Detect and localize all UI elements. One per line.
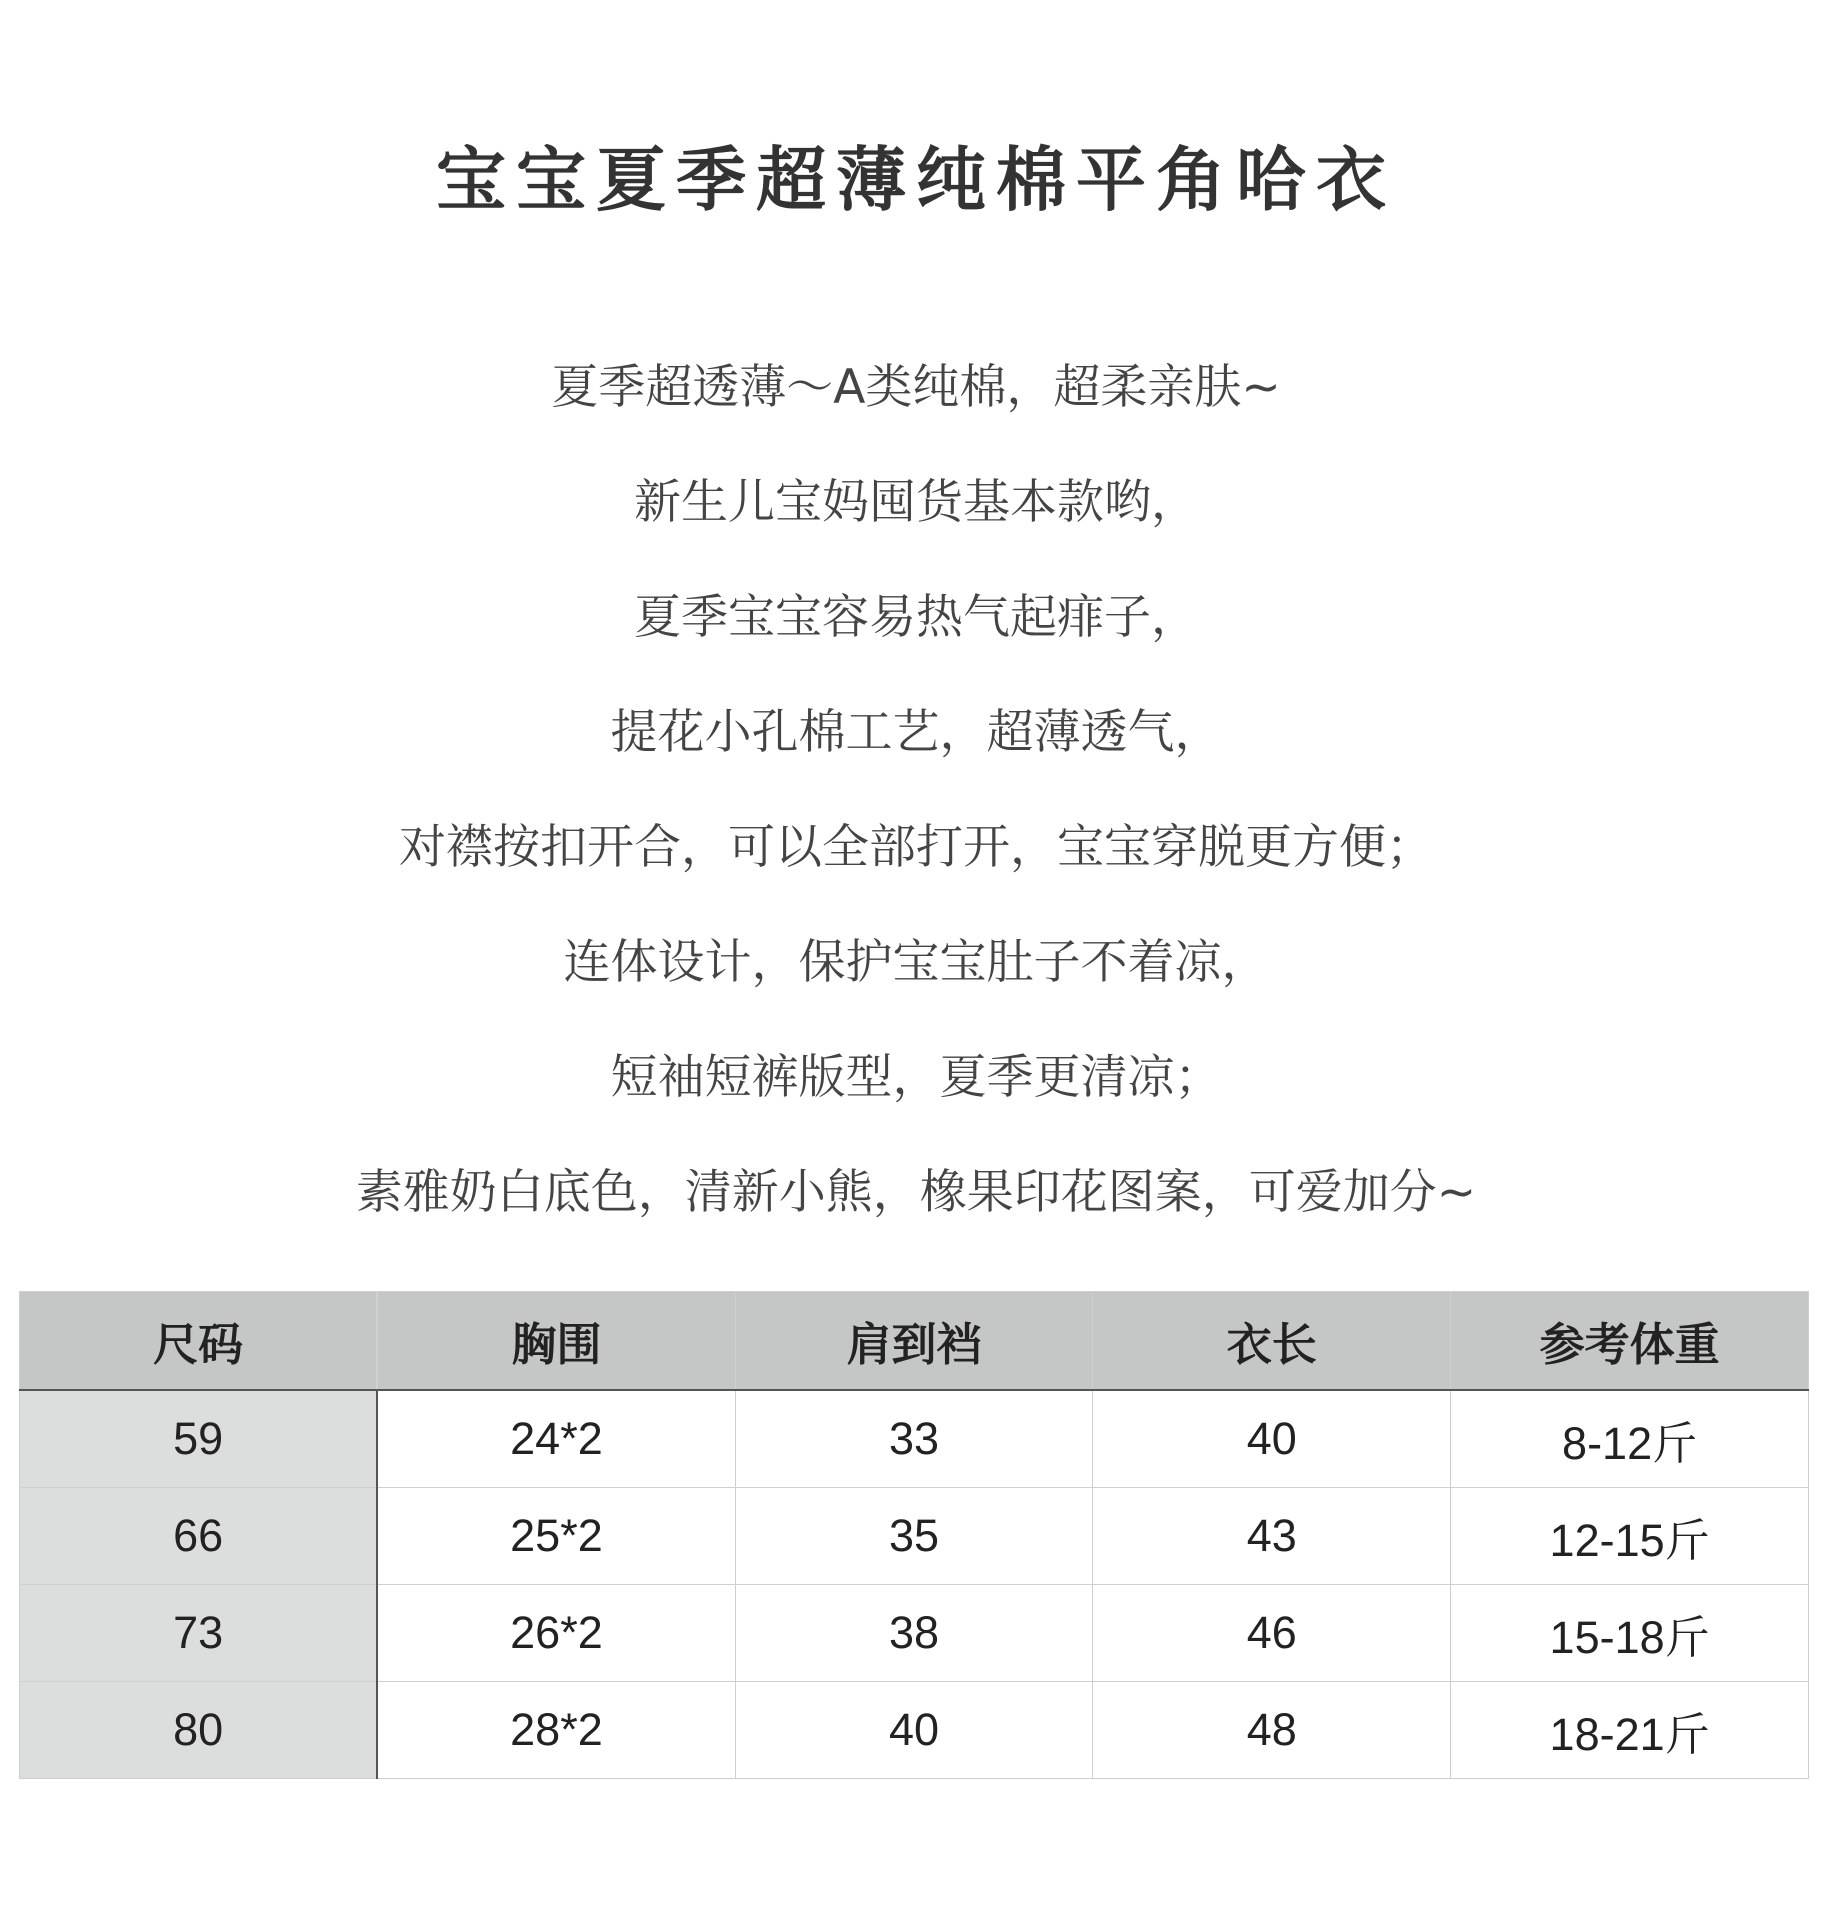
description-line: 短袖短裤版型，夏季更清凉； — [610, 1050, 1222, 1105]
cell-size: 66 — [20, 1488, 378, 1585]
header-length: 衣长 — [1093, 1292, 1451, 1391]
cell-length: 46 — [1093, 1585, 1451, 1682]
description-line: 素雅奶白底色，清新小熊，橡果印花图案，可爱加分~ — [355, 1165, 1477, 1220]
description-line: 对襟按扣开合，可以全部打开，宝宝穿脱更方便； — [399, 820, 1433, 875]
cell-weight: 18-21斤 — [1451, 1682, 1809, 1779]
cell-length: 48 — [1093, 1682, 1451, 1779]
cell-shoulder-to-crotch: 40 — [735, 1682, 1093, 1779]
size-chart-table — [19, 1291, 1809, 1779]
description-line: 提花小孔棉工艺，超薄透气， — [610, 705, 1222, 760]
cell-size: 73 — [20, 1585, 378, 1682]
cell-length: 40 — [1093, 1390, 1451, 1488]
table-row — [20, 1585, 1809, 1682]
table-row — [20, 1488, 1809, 1585]
cell-chest: 26*2 — [377, 1585, 735, 1682]
cell-weight: 12-15斤 — [1451, 1488, 1809, 1585]
description-line: 夏季宝宝容易热气起痱子， — [634, 590, 1198, 645]
cell-size: 80 — [20, 1682, 378, 1779]
cell-weight: 15-18斤 — [1451, 1585, 1809, 1682]
cell-shoulder-to-crotch: 33 — [735, 1390, 1093, 1488]
table-header-row — [20, 1292, 1809, 1391]
cell-shoulder-to-crotch: 35 — [735, 1488, 1093, 1585]
description-line: 连体设计，保护宝宝肚子不着凉， — [563, 935, 1269, 990]
cell-length: 43 — [1093, 1488, 1451, 1585]
description-line: 夏季超透薄～A类纯棉，超柔亲肤~ — [551, 360, 1281, 415]
cell-chest: 28*2 — [377, 1682, 735, 1779]
table-row — [20, 1682, 1809, 1779]
page-title: 宝宝夏季超薄纯棉平角哈衣 — [436, 139, 1396, 221]
table-row — [20, 1390, 1809, 1488]
cell-size: 59 — [20, 1390, 378, 1488]
cell-chest: 24*2 — [377, 1390, 735, 1488]
header-chest: 胸围 — [377, 1292, 735, 1391]
cell-shoulder-to-crotch: 38 — [735, 1585, 1093, 1682]
header-size: 尺码 — [20, 1292, 378, 1391]
product-description — [0, 330, 1832, 1250]
header-weight: 参考体重 — [1451, 1292, 1809, 1391]
cell-chest: 25*2 — [377, 1488, 735, 1585]
header-shoulder-to-crotch: 肩到裆 — [735, 1292, 1093, 1391]
cell-weight: 8-12斤 — [1451, 1390, 1809, 1488]
description-line: 新生儿宝妈囤货基本款哟， — [634, 475, 1198, 530]
